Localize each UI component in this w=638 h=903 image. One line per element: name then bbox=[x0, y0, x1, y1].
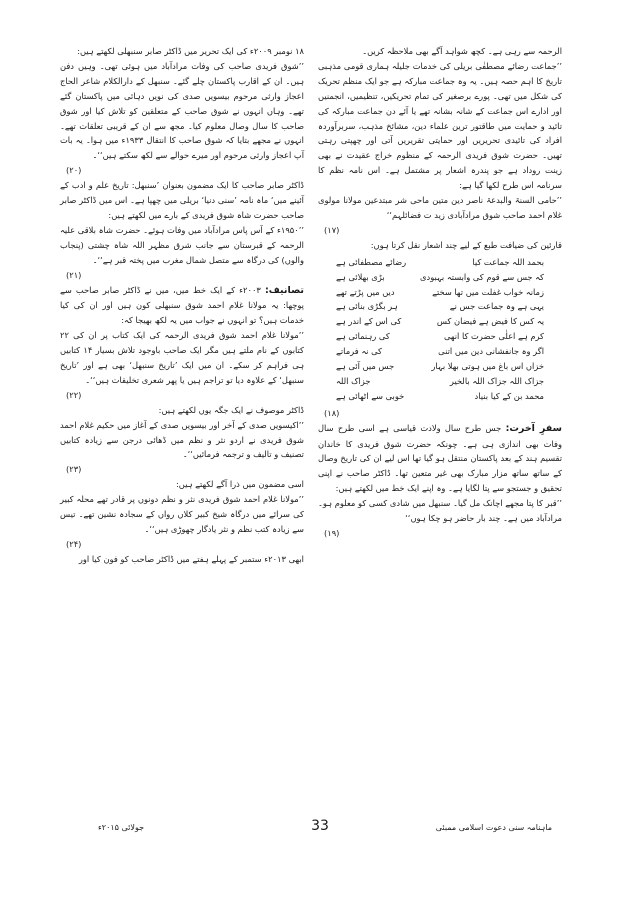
left-column bbox=[60, 44, 304, 567]
verse-line bbox=[318, 285, 562, 300]
hemistich: کی اس کے اندر ہے bbox=[336, 316, 402, 327]
paragraph: ڈاکٹر موصوف نے ایک جگہ یوں لکھتے ہیں: bbox=[158, 404, 304, 415]
paragraph: ۱۸ نومبر ۲۰۰۹ء کی ایک تحریر میں ڈاکٹر صابر سنبھلی لکھتے ہیں: bbox=[77, 46, 304, 56]
hemistich: کی رہنمائی ہے bbox=[336, 331, 390, 342]
verse-line bbox=[318, 344, 562, 359]
quote-paragraph: ’’قبر کا پتا مجھے اچانک مل گیا۔ سنبھل میں شادی کسی کو معلوم ہو۔ مرادآباد میں ہے۔ چند بار حاضر ہو چکا ہوں‘‘ bbox=[318, 498, 562, 524]
hemistich: خزاں اس باغ میں ہوتی بھلا بہار bbox=[431, 361, 544, 372]
poem bbox=[318, 255, 562, 404]
quote-paragraph: ’’۱۹۵۰ء کے آس پاس مرادآباد میں وفات ہوئے۔ حضرت شاہ بلاقی علیہ الرحمہ کے قبرستان سے جانب شرق مظہر اللہ شاہ چشتی (پنجاب والوں) کی درگاہ سے متصل شمال مغرب میں پختہ قبر ہے‘‘۔ bbox=[60, 224, 304, 265]
hemistich: یہ کس کا فیض ہے فیضان کس bbox=[436, 316, 544, 327]
hemistich: دیں میں پڑتے تھے bbox=[336, 286, 395, 297]
verse-line bbox=[318, 359, 562, 374]
verse-line bbox=[318, 255, 562, 270]
paragraph: اسی مضمون میں ذرا آگے لکھتے ہیں: bbox=[176, 479, 304, 490]
hemistich: بڑی بھلائی ہے bbox=[336, 271, 385, 282]
hemistich: یہی ہے وہ جماعت جس نے bbox=[449, 301, 544, 312]
hemistich: بحمد اللہ جماعت کیا bbox=[472, 256, 544, 267]
footnote-ref: (۲۱) bbox=[66, 269, 82, 280]
quote-paragraph: ’’مولانا غلام احمد شوق فریدی الرحمہ کی ایک کتاب پر ان کی ۲۲ کتابوں کے نام ملتے ہیں مگر ایک صاحب باوجود تلاش بسیار ۱۴ کتابیں ہی فراہم کر سکے۔ ان میں ایک ’تاریخ سنبھل‘ بھی ہے اور ’تاریخ سنبھل‘ کے علاوہ دیا تو تراجم ہیں یا پھر شعری تخلیقات ہیں‘‘۔ bbox=[60, 330, 304, 385]
footnote-ref: (۱۷) bbox=[324, 224, 340, 235]
page-number: 33 bbox=[311, 818, 329, 834]
paragraph: ابھی ۲۰۱۳ء ستمبر کے پہلے ہفتے میں ڈاکٹر صاحب کو فون کیا اور bbox=[78, 553, 304, 564]
footnote-ref: (۲۲) bbox=[66, 389, 82, 400]
hemistich: اگر وہ جانفشانی دین میں اتنی bbox=[438, 346, 544, 357]
footnote-ref: (۱۹) bbox=[324, 528, 340, 538]
quote-paragraph: ’’حامی السنۃ والبدعۃ ناصر دین متین ماحی شر مبتدعین مولانا مولوی غلام احمد صاحب شوق مرادآبادی زید ت فضائلہم‘‘ bbox=[318, 195, 562, 220]
quote-paragraph: ’’اکیسویں صدی کے آخر اور بیسویں صدی کے آغاز میں حکیم غلام احمد شوق فریدی نے اردو نثر و نظم میں ڈھائی درجن سے زیادہ کتابیں تصنیف و تالیف و ترجمہ فرمائیں‘‘۔ bbox=[60, 419, 304, 460]
hemistich: جزاک اللہ bbox=[336, 375, 371, 386]
paragraph: الرحمہ سے رہی ہے۔ کچھ شواہد آگے بھی ملاحظہ کریں۔ bbox=[362, 46, 562, 56]
verse-line bbox=[318, 299, 562, 314]
hemistich: کہ جس سے قوم کی وابستہ بہبودی bbox=[420, 271, 544, 282]
hemistich: ہر بگڑی بنائی ہے bbox=[336, 301, 398, 312]
section-paragraph bbox=[318, 421, 562, 497]
footnote-ref: (۲۰) bbox=[66, 165, 82, 176]
verse-line bbox=[318, 374, 562, 389]
section-heading: تصانیف: bbox=[264, 284, 304, 296]
footnote-ref: (۲۳) bbox=[66, 464, 82, 475]
footer-magazine-title: ماہنامہ سنی دعوت اسلامی ممبئی bbox=[435, 823, 552, 832]
hemistich: زمانہ خواب غفلت میں تھا سختے bbox=[432, 286, 544, 297]
section-heading: سفرِ آخرت: bbox=[505, 422, 562, 434]
verse-line bbox=[318, 389, 562, 404]
paragraph-text: ۲۰۰۳ء کے ایک خط میں، میں نے ڈاکٹر صابر صاحب سے پوچھا: یہ مولانا غلام احمد شوق سنبھلی کون ہیں اور ان کی کیا خدمات ہیں؟ تو انہوں نے جواب میں یہ لکھ بھیجا کہ: bbox=[60, 284, 304, 326]
verse-line bbox=[318, 329, 562, 344]
hemistich: خوبی سے اٹھائی ہے bbox=[336, 390, 405, 401]
quote-paragraph: ’’جماعت رضائے مصطفٰی بریلی کی خدمات جلیلہ ہماری قومی مذہبی تاریخ کا اہم حصہ ہیں۔ یہ وہ جماعت مبارکہ ہے جو ایک منظم تحریک کی شکل میں تھی۔ پورے برصغیر کی تمام تحریکیں، تنظیمیں، انجمنیں اور ادارے اس جماعت کے شانہ بشانہ تھے یا آئے دن جماعت مبارکہ کی تائید و حمایت میں طاقتور ترین علماء دین، مشائخ مذہب، سربرآوردہ افراد کی تائیدی تحریریں اور حمایتی تقریریں آتی اور چھپتی رہتی تھیں۔ حضرت شوق فریدی الرحمہ کے منظوم خراج عقیدت نے بھی زینت روداد ہے جو پندرہ اشعار پر مشتمل ہے۔ اس نامہ نظم کا سرنامہ اس طرح لکھا گیا ہے: bbox=[318, 60, 562, 191]
hemistich: جس میں آئی ہے bbox=[336, 361, 395, 372]
hemistich: رضائے مصطفائی ہے bbox=[336, 256, 407, 267]
quote-paragraph: ’’شوق فریدی صاحب کی وفات مرادآباد میں ہوئی تھی۔ وہیں دفن ہیں۔ ان کے اقارب پاکستان چلے گئے۔ سنبھل کے دارالکلام شاعر الحاج اعجاز وارثی مرحوم بیسویں صدی کی نویں دہائی میں پاکستان گئے تھے۔ وہاں انہوں نے شوق صاحب کے متعلقین کو تلاش کیا اور شوق صاحب کا سال وصال معلوم کیا۔ مجھ سے ان کے قریبی تعلقات تھے۔ انہوں نے مجھے بتایا کہ شوق صاحب کا انتقال ۱۹۳۳ء میں ہوا۔ یہ بات آپ اعجاز وارثی مرحوم اور میرے حوالے سے لکھ سکتے ہیں‘‘۔ bbox=[60, 60, 304, 161]
section-paragraph bbox=[60, 283, 304, 329]
paragraph: قارئین کی ضیافت طبع کے لیے چند اشعار نقل کرتا ہوں: bbox=[370, 239, 562, 250]
footnote-ref: (۲۴) bbox=[66, 538, 82, 549]
verse-line bbox=[318, 270, 562, 285]
hemistich: کی نہ فرماتے bbox=[336, 346, 382, 357]
footer-date: جولائی ۲۰۱۵ء bbox=[98, 823, 145, 832]
hemistich: محمد بن کے کیا بنیاد bbox=[474, 390, 544, 401]
paragraph: ڈاکٹر صابر صاحب کا ایک مضمون بعنوان ’سنبھل: تاریخ علم و ادب کے آئینے میں‘ ماہ نامہ ’سنی دنیا‘ بریلی میں چھپا ہے۔ اس میں ڈاکٹر صابر صاحب حضرت شاہ شوق فریدی کے بارے میں لکھتے ہیں: bbox=[60, 180, 304, 220]
quote-paragraph: ’’مولانا غلام احمد شوق فریدی نثر و نظم دونوں پر قادر تھے محلہ کبیر کی سرائے میں درگاہ شیخ کبیر کلاں رواں کے سجادہ نشین تھے۔ تیس سے زیادہ کتب نظم و نثر یادگار چھوڑی ہیں‘‘۔ bbox=[60, 494, 304, 534]
hemistich: کرم ہے اعلٰی حضرت کا انھی bbox=[443, 331, 544, 342]
verse-line bbox=[318, 314, 562, 329]
footnote-ref: (۱۸) bbox=[324, 407, 340, 418]
hemistich: جزاک اللہ جزاک اللہ بالخیر bbox=[449, 375, 544, 386]
right-column bbox=[318, 44, 562, 541]
paragraph-text: جس طرح سال ولادت قیاسی ہے اسی طرح سال وفات بھی اندازی ہی ہے۔ چونکہ حضرت شوق فریدی کا خاندان تقسیم ہند کے بعد پاکستان منتقل ہو گیا تھا اس لیے ان کی تاریخ وصال کے ساتھ ساتھ مزار مبارک بھی غیر متعین تھا۔ ڈاکٹر صاحب نے اپنی تحقیق و جستجو سے پتا لگایا ہے۔ وہ اپنے ایک خط میں لکھتے ہیں: bbox=[318, 422, 562, 494]
